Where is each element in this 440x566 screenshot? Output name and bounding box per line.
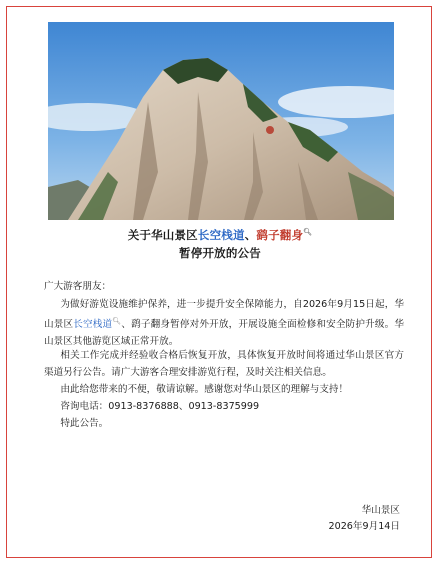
closing-statement: 特此公告。 [60, 418, 109, 429]
paragraph-link-changkong[interactable]: 长空栈道 [73, 319, 113, 331]
paragraph-1-part-b: 、鹞子翻身暂停对外开放，开展设施全面检修和安全防护升级。华山景区其他游览区域正常开放。 [44, 319, 405, 348]
paragraph-2: 相关工作完成并经验收合格后恢复开放，具体恢复开放时间将通过华山景区官方渠道另行公告。请广大游客合理安排游览行程，及时关注相关信息。 [44, 350, 404, 378]
notice-title-line1 [0, 227, 440, 243]
title-link-changkong[interactable]: 长空栈道 [197, 228, 245, 242]
signature-date: 2026年9月14日 [328, 521, 400, 532]
search-icon[interactable]: 🔍︎ [112, 317, 122, 325]
title-prefix: 关于华山景区 [127, 228, 198, 242]
contact-phone: 咨询电话：0913-8376888、0913-8375999 [60, 401, 260, 412]
paragraph-1-part-a: 为做好游览设施维护保养，进一步提升安全保障能力，自2026年9月15日起，华山景区 [44, 299, 404, 331]
salutation: 广大游客朋友： [44, 281, 112, 292]
title-separator: 、 [244, 228, 257, 242]
signature-org: 华山景区 [361, 505, 400, 516]
title-link-yaozi[interactable]: 鹞子翻身 [256, 228, 304, 242]
notice-title-line2: 暂停开放的公告 [179, 246, 261, 260]
paragraph-3: 由此给您带来的不便，敬请谅解。感谢您对华山景区的理解与支持！ [60, 384, 349, 395]
mountain-photo [48, 22, 394, 220]
paragraph-1 [44, 296, 404, 350]
search-icon[interactable]: 🔍︎ [303, 228, 313, 237]
